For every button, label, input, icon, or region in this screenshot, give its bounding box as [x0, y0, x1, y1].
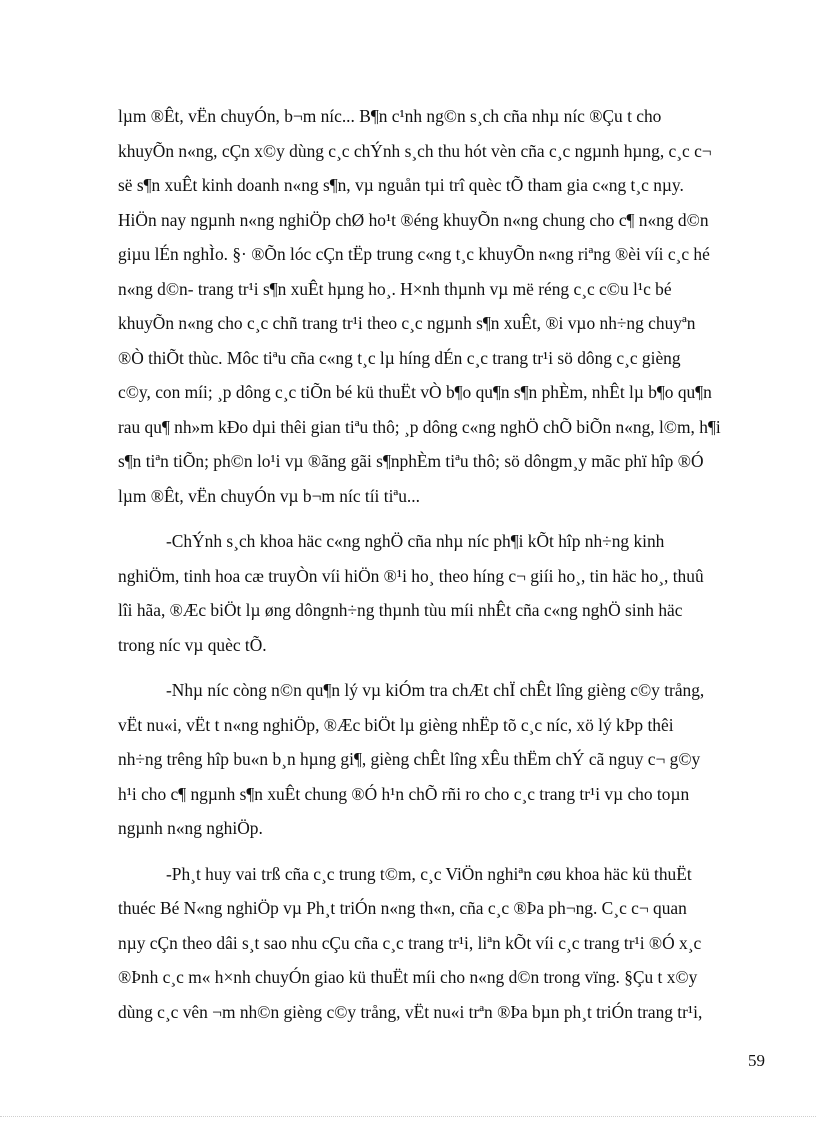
text-line: -Ph¸t huy vai trß cña c¸c trung t©m, c¸c ViÖn nghiªn cøu khoa häc kü thuËt [166, 863, 692, 884]
text-line: -ChÝnh s¸ch khoa häc c«ng nghÖ cña nhµ níc ph¶i kÕt hîp nh÷ng kinh [166, 531, 665, 551]
page-bottom-divider [0, 1116, 816, 1117]
text-line: c©y, con míi; ¸p dông c¸c tiÕn bé kü thuËt vÒ b¶o qu¶n s¶n phÈm, nhÊt lµ b¶o qu¶n [118, 382, 712, 402]
text-line: nµy cÇn theo dâi s¸t sao nhu cÇu cña c¸c trang tr¹i, liªn kÕt víi c¸c trang tr¹i ®Ó x¸c [118, 932, 702, 953]
text-line: vËt nu«i, vËt t n«ng nghiÖp, ®Æc biÖt lµ gièng nhËp tõ c¸c níc, xö lý kÞp thêi [118, 714, 674, 735]
paragraph-4 [118, 857, 768, 1030]
text-line: ®Ò thiÕt thùc. Môc tiªu cña c«ng t¸c lµ híng dÉn c¸c trang tr¹i sö dông c¸c gièng [118, 347, 681, 368]
text-line: ngµnh n«ng nghiÖp. [118, 818, 263, 838]
text-line: giµu lÉn nghÌo. §· ®Õn lóc cÇn tËp trung c«ng t¸c khuyÕn n«ng riªng ®èi víi c¸c hé [118, 244, 710, 264]
text-line: s¶n tiªn tiÕn; ph©n lo¹i vµ ®ãng gãi s¶nphÈm tiªu thô; sö dôngm¸y mãc phï hîp ®Ó [118, 451, 704, 471]
text-line: n«ng d©n- trang tr¹i s¶n xuÊt hµng ho¸. H×nh thµnh vµ më réng c¸c c©u l¹c bé [118, 278, 672, 299]
text-line: lµm ®Êt, vËn chuyÓn vµ b¬m níc tíi tiªu... [118, 485, 420, 506]
text-line: lµm ®Êt, vËn chuyÓn, b¬m níc... B¶n c¹nh ng©n s¸ch cña nhµ níc ®Çu t cho [118, 106, 662, 126]
text-line: rau qu¶ nh»m kÐo dµi thêi gian tiªu thô; ¸p dông c«ng nghÖ chÕ biÕn n«ng, l©m, h¶i [118, 416, 721, 437]
paragraph-2 [118, 524, 768, 662]
paragraph-gap [118, 846, 768, 857]
text-line: së s¶n xuÊt kinh doanh n«ng s¶n, vµ nguån tµi trî quèc tÕ tham gia c«ng t¸c nµy. [118, 175, 684, 195]
text-line: nh÷ng trêng hîp bu«n b¸n hµng gi¶, gièng chÊt lîng xÊu thËm chÝ cã nguy c¬ g©y [118, 749, 701, 769]
paragraph-gap [118, 662, 768, 673]
text-line: trong níc vµ quèc tÕ. [118, 634, 267, 655]
text-line: nghiÖm, tinh hoa cæ truyÒn víi hiÖn ®¹i ho¸ theo híng c¬ giíi ho¸, tin häc ho¸, thuû [118, 565, 704, 586]
body-text [118, 99, 768, 1029]
text-line: h¹i cho c¶ ngµnh s¶n xuÊt chung ®Ó h¹n chÕ rñi ro cho c¸c trang tr¹i vµ cho toµn [118, 783, 690, 804]
text-line: dùng c¸c vên ¬m nh©n gièng c©y trång, vËt nu«i trªn ®Þa bµn ph¸t triÓn trang tr¹i, [118, 1001, 703, 1022]
text-line: khuyÕn n«ng cho c¸c chñ trang tr¹i theo c¸c ngµnh s¶n xuÊt, ®i vµo nh÷ng chuyªn [118, 313, 696, 333]
text-line: khuyÕn n«ng, cÇn x©y dùng c¸c chÝnh s¸ch thu hót vèn cña c¸c ngµnh hµng, c¸c c¬ [118, 140, 712, 161]
page-number: 59 [748, 1051, 765, 1070]
text-line: lîi hãa, ®Æc biÖt lµ øng dôngnh÷ng thµnh tùu míi nhÊt cña c«ng nghÖ sinh häc [118, 600, 683, 620]
paragraph-1 [118, 99, 768, 513]
text-line: thuéc Bé N«ng nghiÖp vµ Ph¸t triÓn n«ng th«n, cña c¸c ®Þa ph¬ng. C¸c c¬ quan [118, 898, 687, 918]
text-line: -Nhµ níc còng n©n qu¶n lý vµ kiÓm tra chÆt chÏ chÊt lîng gièng c©y trång, [166, 680, 705, 700]
text-line: ®Þnh c¸c m« h×nh chuyÓn giao kü thuËt míi cho n«ng d©n trong vïng. §Çu t x©y [118, 967, 698, 987]
paragraph-3 [118, 673, 768, 846]
text-line: HiÖn nay ngµnh n«ng nghiÖp chØ ho¹t ®éng khuyÕn n«ng chung cho c¶ n«ng d©n [118, 209, 709, 230]
paragraph-gap [118, 513, 768, 524]
